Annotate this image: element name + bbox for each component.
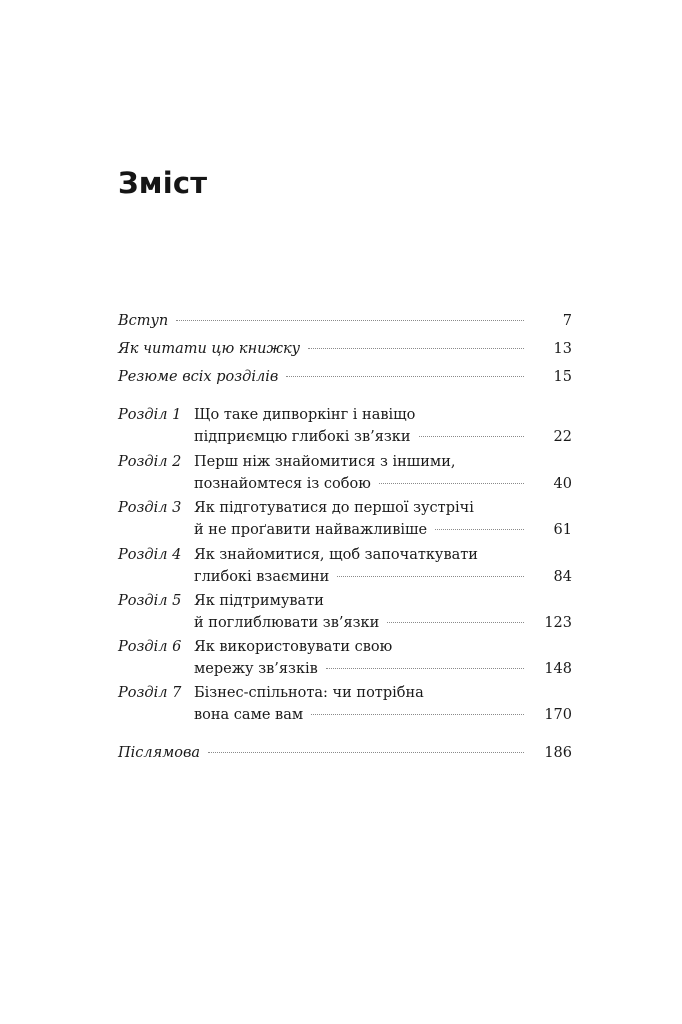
toc-entry-chapter-5[interactable] [118,591,572,635]
toc-page-number: 84 [553,569,572,585]
chapter-title-line-1: Як підготуватися до першої зустрічі [194,500,474,516]
dot-leader [286,376,524,377]
chapter-title-line-1: Як знайомитися, щоб започаткувати [194,547,478,563]
dot-leader [308,348,524,349]
chapter-title-line-2: вона саме вам [194,707,304,723]
chapter-title-line-2: мережу зв’язків [194,661,318,677]
toc-page-number: 40 [553,476,572,492]
chapter-label: Розділ 5 [118,593,182,609]
dot-leader [379,483,524,484]
chapter-title-line-2: глибокі взаємини [194,569,330,585]
toc-entry-intro[interactable] [118,311,572,333]
dot-leader [337,576,524,577]
chapter-title-line-1: Як підтримувати [194,593,324,609]
toc-page-number: 13 [553,341,572,357]
toc-entry-chapter-7[interactable] [118,683,572,727]
chapter-title-line-2: познайомтеся із собою [194,476,371,492]
chapter-label: Розділ 1 [118,407,182,423]
chapter-label: Розділ 2 [118,454,182,470]
toc-entry-afterword[interactable] [118,743,572,765]
chapter-title-line-2: й поглиблювати зв’язки [194,615,380,631]
toc-entry-how-to-read[interactable] [118,339,572,361]
toc-entry-chapter-1[interactable] [118,405,572,449]
chapter-title-line-2: підприємцю глибокі зв’язки [194,429,411,445]
dot-leader [208,752,524,753]
dot-leader [419,436,524,437]
chapter-title-line-1: Перш ніж знайомитися з іншими, [194,454,456,470]
page-title: Зміст [118,166,208,200]
toc-entry-chapter-3[interactable] [118,498,572,542]
toc-entry-chapter-4[interactable] [118,545,572,589]
dot-leader [387,622,524,623]
chapter-label: Розділ 7 [118,685,182,701]
dot-leader [435,529,524,530]
chapter-label: Розділ 6 [118,639,182,655]
chapter-label: Розділ 4 [118,547,182,563]
table-of-contents [118,0,572,1024]
toc-entry-label: Резюме всіх розділів [118,369,279,385]
chapter-title-line-2: й не проґавити найважливіше [194,522,428,538]
toc-entry-label: Післямова [118,745,201,761]
toc-entry-chapter-6[interactable] [118,637,572,681]
toc-page-number: 170 [544,707,572,723]
toc-entry-label: Як читати цю книжку [118,341,301,357]
dot-leader [326,668,524,669]
dot-leader [311,714,524,715]
toc-page-number: 7 [562,313,572,329]
chapter-title-line-1: Бізнес-спільнота: чи потрібна [194,685,424,701]
dot-leader [176,320,524,321]
toc-entry-chapter-2[interactable] [118,452,572,496]
toc-page-number: 15 [553,369,572,385]
toc-entry-summary[interactable] [118,367,572,389]
toc-page-number: 148 [544,661,572,677]
toc-page-number: 123 [544,615,572,631]
toc-page-number: 22 [553,429,572,445]
toc-entry-label: Вступ [118,313,169,329]
chapter-label: Розділ 3 [118,500,182,516]
toc-page-number: 186 [544,745,572,761]
chapter-title-line-1: Що таке дипворкінг і навіщо [194,407,416,423]
chapter-title-line-1: Як використовувати свою [194,639,393,655]
toc-page-number: 61 [553,522,572,538]
